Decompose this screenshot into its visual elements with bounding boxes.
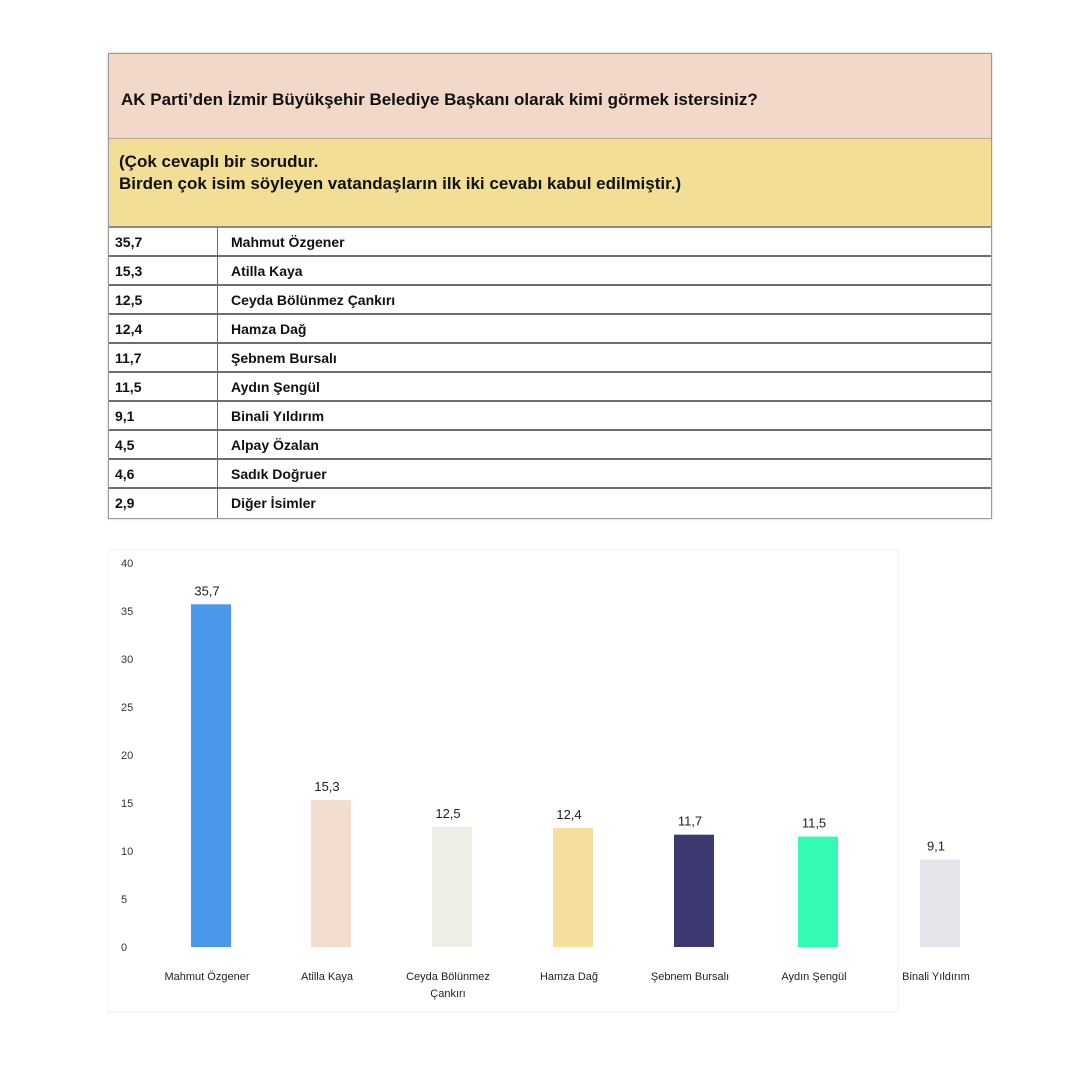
data-label: 11,5 [801,815,827,831]
category-label-line: Aydın Şengül [781,971,847,983]
table-row [109,460,991,489]
table-row [109,257,991,286]
table-row [109,228,991,257]
row-name: Aydın Şengül [231,379,320,395]
bar-chart [0,540,1080,1020]
y-tick-label: 0 [121,942,128,954]
y-tick-label: 35 [121,606,134,618]
table-row [109,373,991,402]
row-value: 12,5 [109,286,218,313]
bar [311,800,351,947]
data-label: 12,4 [556,806,582,822]
y-tick-label: 40 [121,558,134,570]
note-header [109,139,991,228]
row-name: Hamza Dağ [231,321,307,337]
row-value: 12,4 [109,315,218,342]
row-name: Ceyda Bölünmez Çankırı [231,292,396,308]
category-label-line: Şebnem Bursalı [650,971,730,983]
row-name: Mahmut Özgener [231,234,345,250]
row-name: Sadık Doğruer [231,466,327,482]
note-line: Birden çok isim söyleyen vatandaşların ilk iki cevabı kabul edilmiştir.) [119,174,682,193]
bar [674,835,714,947]
bar [798,837,838,947]
category-label [651,971,729,983]
y-tick-label: 10 [121,846,134,858]
row-name: Şebnem Bursalı [231,350,337,366]
category-label-line: Ceyda Bölünmez [406,971,490,983]
row-name: Diğer İsimler [231,495,316,511]
row-value: 15,3 [109,257,218,284]
data-label: 15,3 [314,779,340,795]
row-value: 2,9 [109,489,218,518]
table-row [109,402,991,431]
question-text: AK Parti’den İzmir Büyükşehir Belediye Başkanı olarak kimi görmek istersiniz? [121,90,758,109]
table-row [109,431,991,460]
category-label [781,971,846,983]
category-label-line: Binali Yıldırım [902,971,970,983]
category-label-line: Hamza Dağ [539,971,599,983]
row-value: 11,7 [109,344,218,371]
bar [920,860,960,947]
row-value: 9,1 [109,402,218,429]
category-label [165,971,250,983]
category-label-line: Mahmut Özgener [164,971,250,983]
bar [191,604,231,947]
poll-table [108,53,992,519]
y-tick-label: 25 [121,702,134,714]
table-body [109,228,991,518]
data-label: 9,1 [926,838,946,854]
category-label-line: Atilla Kaya [301,971,353,983]
row-value: 35,7 [109,228,218,255]
table-row [109,344,991,373]
table-row [109,286,991,315]
row-name: Binali Yıldırım [231,408,325,424]
data-label: 11,7 [677,813,703,829]
data-label: 12,5 [435,806,461,821]
category-label [540,971,598,983]
y-tick-label: 20 [121,750,134,762]
row-name: Atilla Kaya [231,263,303,279]
category-label-line: Çankırı [430,988,466,1000]
note-line: (Çok cevaplı bir sorudur. [119,152,319,171]
data-label: 35,7 [194,583,220,599]
y-tick-label: 5 [121,894,128,906]
category-label [902,971,970,983]
y-tick-label: 30 [121,654,134,666]
bar [553,828,593,947]
bar [432,827,472,947]
table-row [109,489,991,518]
row-value: 11,5 [109,373,218,400]
question-header [109,54,991,139]
y-tick-label: 15 [121,798,134,810]
category-label [406,971,490,1000]
row-name: Alpay Özalan [231,437,319,453]
category-label [301,971,354,983]
row-value: 4,6 [109,460,218,487]
row-value: 4,5 [109,431,218,458]
table-row [109,315,991,344]
